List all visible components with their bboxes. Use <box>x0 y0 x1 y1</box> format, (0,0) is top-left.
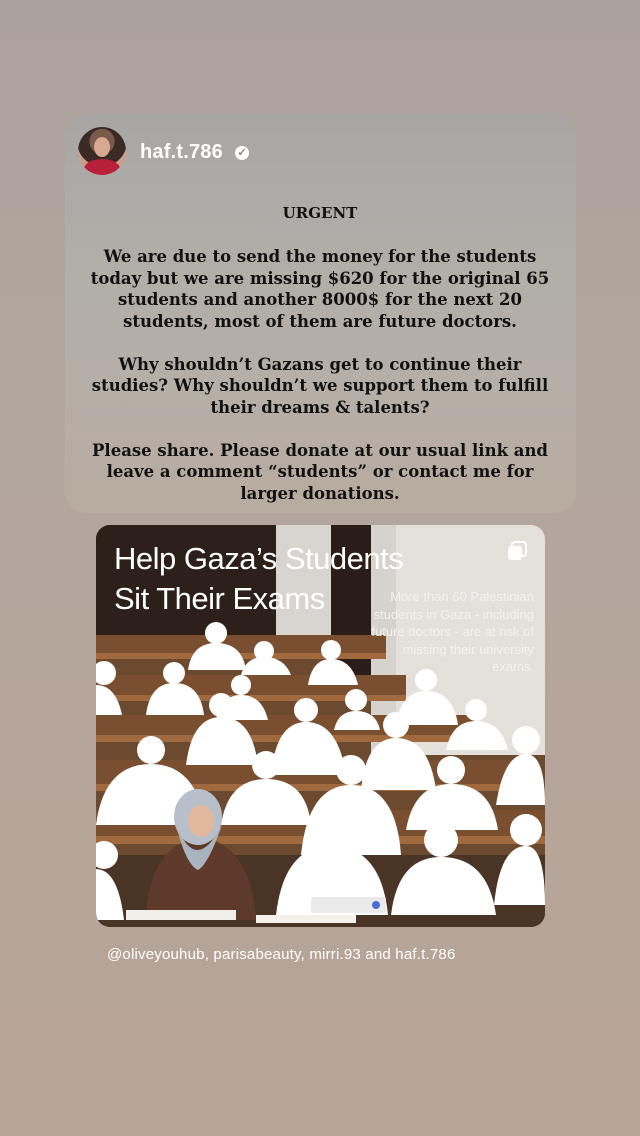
story-paragraph: Please share. Please donate at our usual link and leave a comment “students” or contact me for larger donations. <box>92 440 548 503</box>
story-text <box>90 203 550 526</box>
profile-avatar[interactable] <box>78 127 126 175</box>
story-paragraph: We are due to send the money for the students today but we are missing $620 for the original 65 students and another 8000$ for the next 20 students, most of them are future doctors. <box>90 247 550 331</box>
urgent-heading: URGENT <box>282 204 358 222</box>
title-line: Help Gaza’s Students <box>114 541 404 576</box>
shared-post-subtitle: More than 60 Palestinian students in Gaza - including future doctors - are at risk of missing their university exams. <box>371 589 534 674</box>
mentions-text[interactable]: @oliveyouhub, parisabeauty, mirri.93 and haf.t.786 <box>107 946 456 963</box>
verified-badge-icon: ✓ <box>235 146 249 160</box>
title-line: Sit Their Exams <box>114 581 325 616</box>
username[interactable]: haf.t.786 <box>140 141 223 163</box>
story-paragraph: Why shouldn’t Gazans get to continue their studies? Why shouldn’t we support them to fulfill their dreams & talents? <box>91 354 549 417</box>
shared-post-card[interactable] <box>96 525 545 927</box>
multiple-images-icon <box>507 541 527 561</box>
